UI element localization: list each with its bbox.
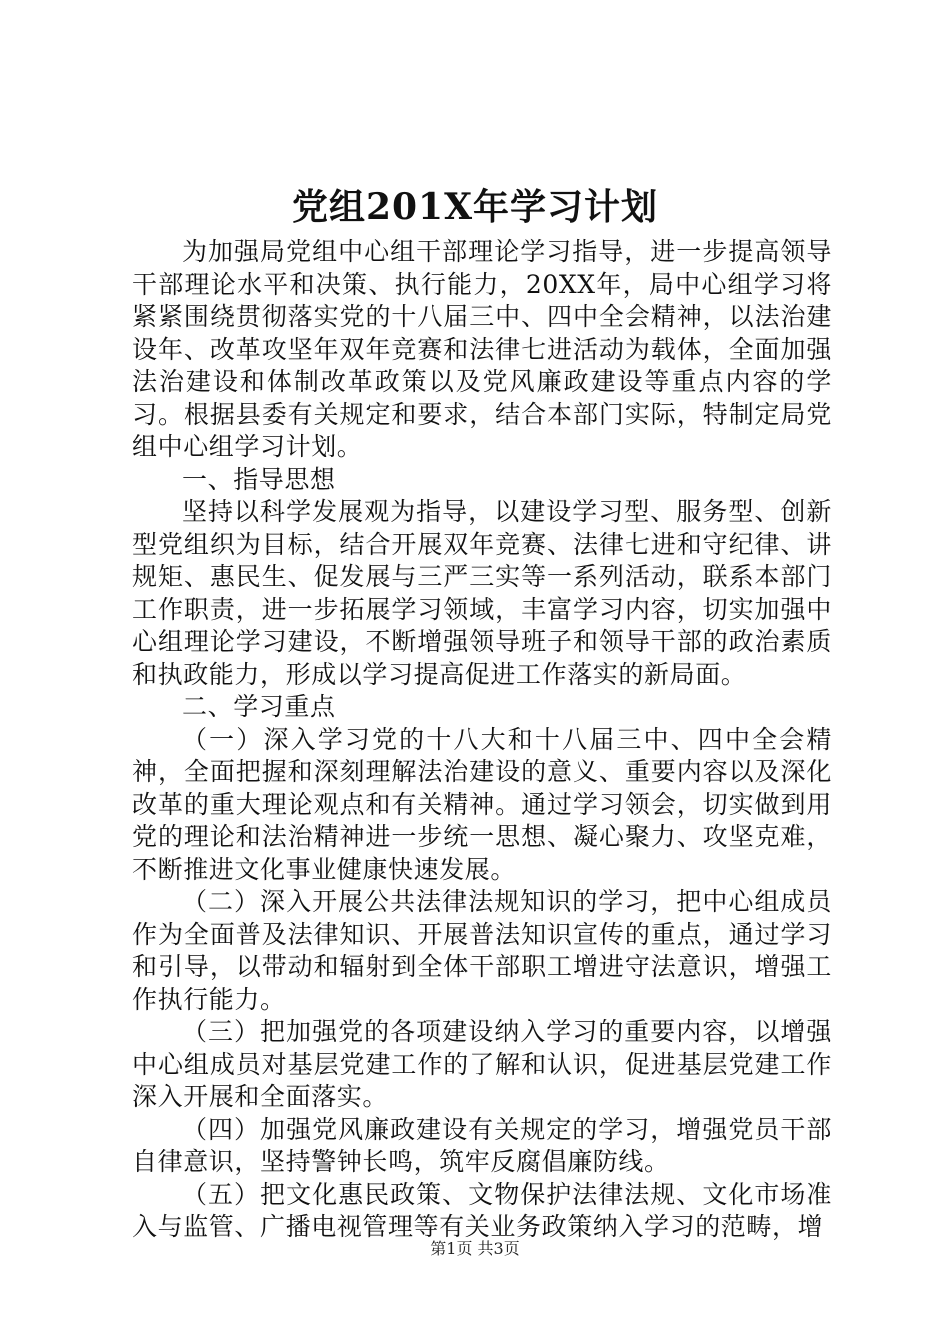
page-number-footer: 第1页 共3页 [430,1239,520,1258]
section-heading-study-focus: 二、学习重点 [182,692,336,721]
paragraph-focus-3: （三）把加强党的各项建设纳入学习的重要内容，以增强中心组成员对基层党建工作的了解和认识，促进基层党建工作深入开展和全面落实。 [132,1017,832,1111]
paragraph-intro: 为加强局党组中心组干部理论学习指导，进一步提高领导干部理论水平和决策、执行能力，20XX年，局中心组学习将紧紧围绕贯彻落实党的十八届三中、四中全会精神，以法治建设年、改革攻坚年双年竞赛和法律七进活动为载体，全面加强法治建设和体制改革政策以及党风廉政建设等重点内容的学习。根据县委有关规定和要求，结合本部门实际，特制定局党组中心组学习计划。 [132,237,832,461]
document-title: 党组201X年学习计划 [291,186,659,228]
paragraph-focus-1: （一）深入学习党的十八大和十八届三中、四中全会精神，全面把握和深刻理解法治建设的意义、重要内容以及深化改革的重大理论观点和有关精神。通过学习领会，切实做到用党的理论和法治精神进一步统一思想、凝心聚力、攻坚克难，不断推进文化事业健康快速发展。 [132,724,832,884]
section-heading-guiding-ideology: 一、指导思想 [182,464,336,494]
paragraph-guiding-ideology: 坚持以科学发展观为指导，以建设学习型、服务型、创新型党组织为目标，结合开展双年竞赛、法律七进和守纪律、讲规矩、惠民生、促发展与三严三实等一系列活动，联系本部门工作职责，进一步拓展学习领域，丰富学习内容，切实加强中心组理论学习建设，不断增强领导班子和领导干部的政治素质和执政能力，形成以学习提高促进工作落实的新局面。 [132,497,832,689]
paragraph-focus-5: （五）把文化惠民政策、文物保护法律法规、文化市场准入与监管、广播电视管理等有关业务政策纳入学习的范畴，增 [132,1179,832,1241]
document-body [132,236,832,1244]
paragraph-focus-2: （二）深入开展公共法律法规知识的学习，把中心组成员作为全面普及法律知识、开展普法知识宣传的重点，通过学习和引导，以带动和辐射到全体干部职工增进守法意识，增强工作执行能力。 [132,887,832,1014]
paragraph-focus-4: （四）加强党风廉政建设有关规定的学习，增强党员干部自律意识，坚持警钟长鸣，筑牢反腐倡廉防线。 [132,1114,832,1176]
